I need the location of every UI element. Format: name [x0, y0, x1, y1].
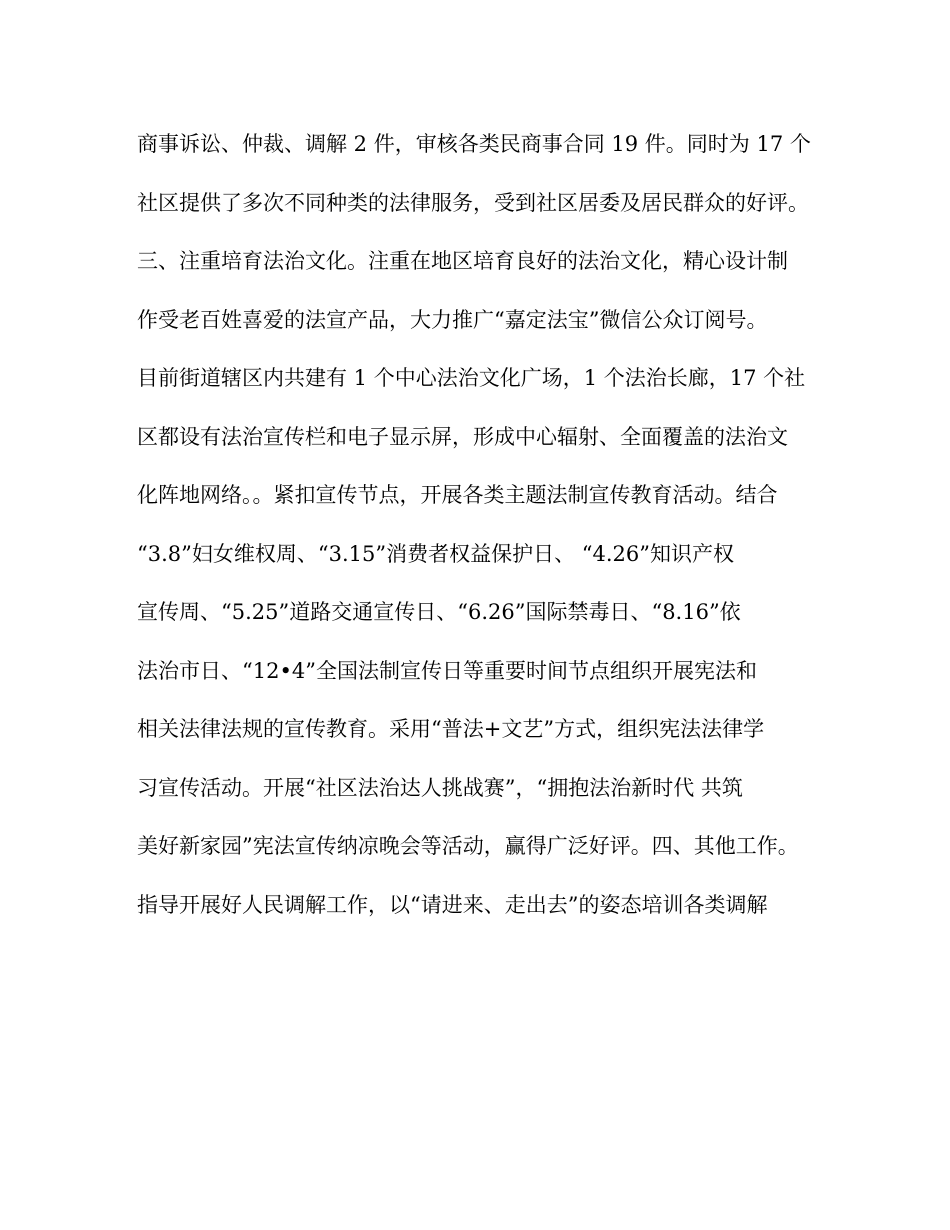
- text-line: 区都设有法治宣传栏和电子显示屏，形成中心辐射、全面覆盖的法治文: [137, 424, 788, 449]
- text-line: 相关法律法规的宣传教育。采用“普法+文艺”方式，组织宪法法律学: [137, 717, 765, 741]
- text-line: 化阵地网络。。紧扣宣传节点，开展各类主题法制宣传教育活动。结合: [137, 483, 778, 507]
- text-line: “3.8”妇女维权周、“3.15”消费者权益保护日、 “4.26”知识产权: [137, 541, 735, 566]
- text-line: 目前街道辖区内共建有 1 个中心法治文化广场，1 个法治长廊，17 个社: [137, 366, 806, 390]
- body-text: [137, 126, 837, 945]
- text-line: 作受老百姓喜爱的法宣产品，大力推广“嘉定法宝”微信公众订阅号。: [137, 307, 768, 332]
- text-line: 习宣传活动。开展“社区法治达人挑战赛”，“拥抱法治新时代 共筑: [137, 775, 743, 800]
- text-line: 三、注重培育法治文化。注重在地区培育良好的法治文化，精心设计制: [137, 249, 788, 273]
- text-line: 社区提供了多次不同种类的法律服务，受到社区居委及居民群众的好评。: [137, 190, 809, 215]
- text-line: 法治市日、“12•4”全国法制宣传日等重要时间节点组织开展宪法和: [137, 658, 757, 683]
- text-line: 宣传周、“5.25”道路交通宣传日、“6.26”国际禁毒日、“8.16”依: [137, 600, 741, 624]
- text-line: 商事诉讼、仲裁、调解 2 件，审核各类民商事合同 19 件。同时为 17 个: [137, 132, 811, 156]
- text-line: 指导开展好人民调解工作，以“请进来、走出去”的姿态培训各类调解: [137, 892, 768, 917]
- text-line: 美好新家园”宪法宣传纳凉晚会等活动，赢得广泛好评。四、其他工作。: [137, 834, 799, 858]
